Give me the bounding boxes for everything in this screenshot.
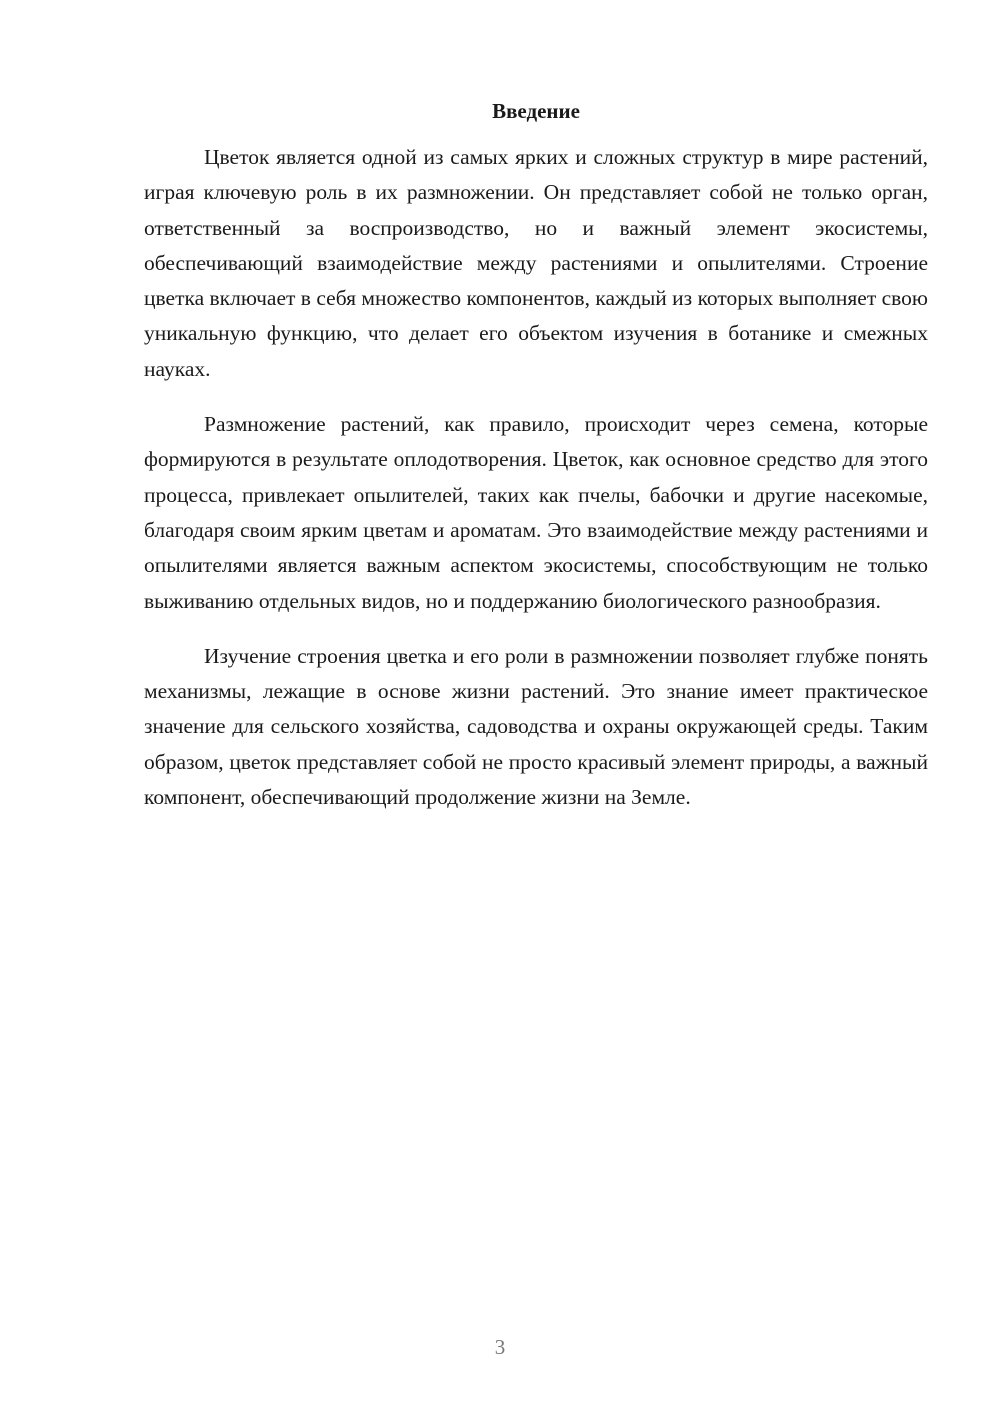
page-content: [144, 96, 928, 835]
section-title: Введение: [492, 99, 580, 123]
page-number: 3: [494, 1335, 506, 1359]
paragraph-1: Цветок является одной из самых ярких и сложных структур в мире растений, играя ключевую роль в их размножении. Он представляет собой не только орган, ответственный за воспроизводство, но и важный элемент экосистемы, обеспечивающий взаимодействие между растениями и опылителями. Строение цветка включает в себя множество компонентов, каждый из которых выполняет свою уникальную функцию, что делает его объектом изучения в ботанике и смежных науках.: [144, 145, 928, 381]
paragraph-3: Изучение строения цветка и его роли в размножении позволяет глубже понять механизмы, лежащие в основе жизни растений. Это знание имеет практическое значение для сельского хозяйства, садоводства и охраны окружающей среды. Таким образом, цветок представляет собой не просто красивый элемент природы, а важный компонент, обеспечивающий продолжение жизни на Земле.: [144, 643, 928, 810]
paragraph-2: Размножение растений, как правило, происходит через семена, которые формируются в результате оплодотворения. Цветок, как основное средство для этого процесса, привлекает опылителей, таких как пчелы, бабочки и другие насекомые, благодаря своим ярким цветам и ароматам. Это взаимодействие между растениями и опылителями является важным аспектом экосистемы, способствующим не только выживанию отдельных видов, но и поддержанию биологического разнообразия.: [144, 412, 928, 613]
